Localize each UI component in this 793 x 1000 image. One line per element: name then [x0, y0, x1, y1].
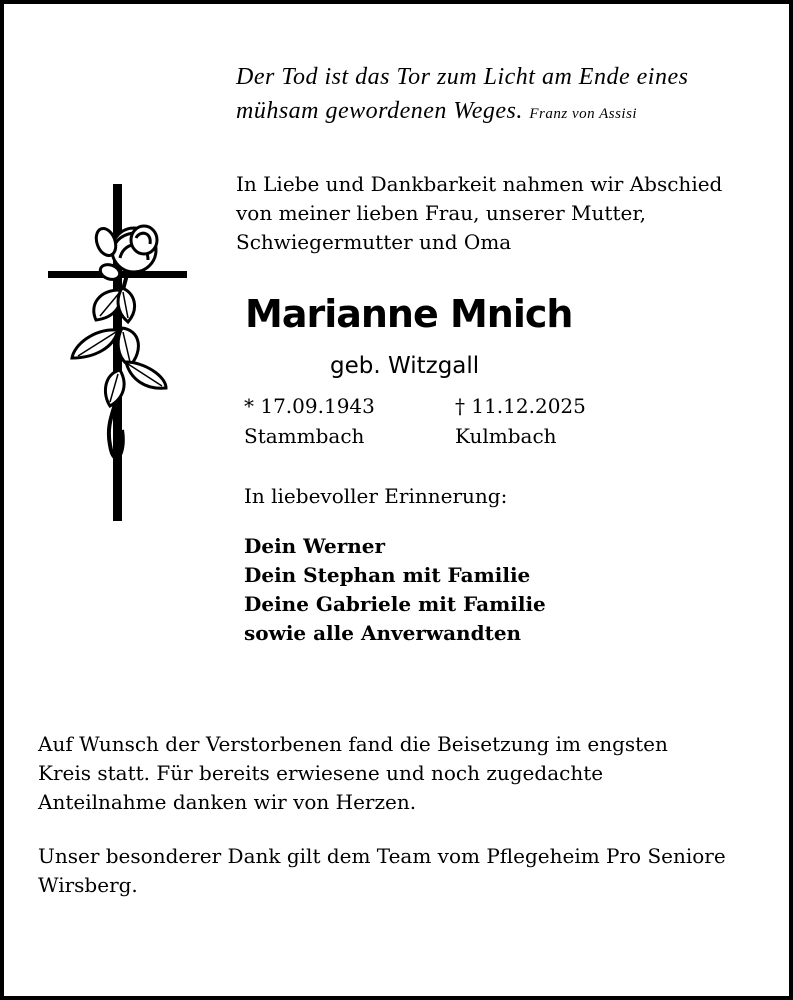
mourner: Dein Stephan mit Familie — [244, 563, 531, 587]
quote-line-2 — [236, 94, 766, 131]
birth-name: geb. Witzgall — [330, 353, 480, 379]
mourners-list — [244, 532, 546, 648]
intro-line-3: Schwiegermutter und Oma — [236, 230, 512, 254]
funeral-note-line-3: Anteilnahme danken wir von Herzen. — [38, 790, 417, 814]
thanks-note-line-2: Wirsberg. — [38, 873, 138, 897]
memory-label: In liebevoller Erinnerung: — [244, 484, 508, 508]
quote-author: Franz von Assisi — [529, 106, 638, 122]
deceased-name: Marianne Mnich — [245, 292, 573, 336]
quote-line-2-text: mühsam gewordenen Weges. — [236, 98, 523, 124]
thanks-note — [38, 842, 768, 900]
funeral-note-line-2: Kreis statt. Für bereits erwiesene und noch zugedachte — [38, 761, 604, 785]
cross-with-rose-icon — [44, 180, 194, 530]
quote — [236, 60, 766, 131]
intro-line-2: von meiner lieben Frau, unserer Mutter, — [236, 201, 647, 225]
death-place: Kulmbach — [455, 424, 557, 448]
death-info — [455, 391, 586, 451]
birth-place: Stammbach — [244, 424, 365, 448]
quote-line-1: Der Tod ist das Tor zum Licht am Ende eines — [236, 64, 689, 90]
birth-info — [244, 391, 375, 451]
mourner: sowie alle Anverwandten — [244, 621, 522, 645]
thanks-note-line-1: Unser besonderer Dank gilt dem Team vom Pflegeheim Pro Seniore — [38, 844, 726, 868]
birth-date: * 17.09.1943 — [244, 394, 375, 418]
funeral-note — [38, 730, 768, 817]
funeral-note-line-1: Auf Wunsch der Verstorbenen fand die Beisetzung im engsten — [38, 732, 668, 756]
death-date: † 11.12.2025 — [455, 394, 586, 418]
intro-text — [236, 170, 776, 257]
mourner: Dein Werner — [244, 534, 386, 558]
mourner: Deine Gabriele mit Familie — [244, 592, 546, 616]
intro-line-1: In Liebe und Dankbarkeit nahmen wir Abschied — [236, 172, 723, 196]
